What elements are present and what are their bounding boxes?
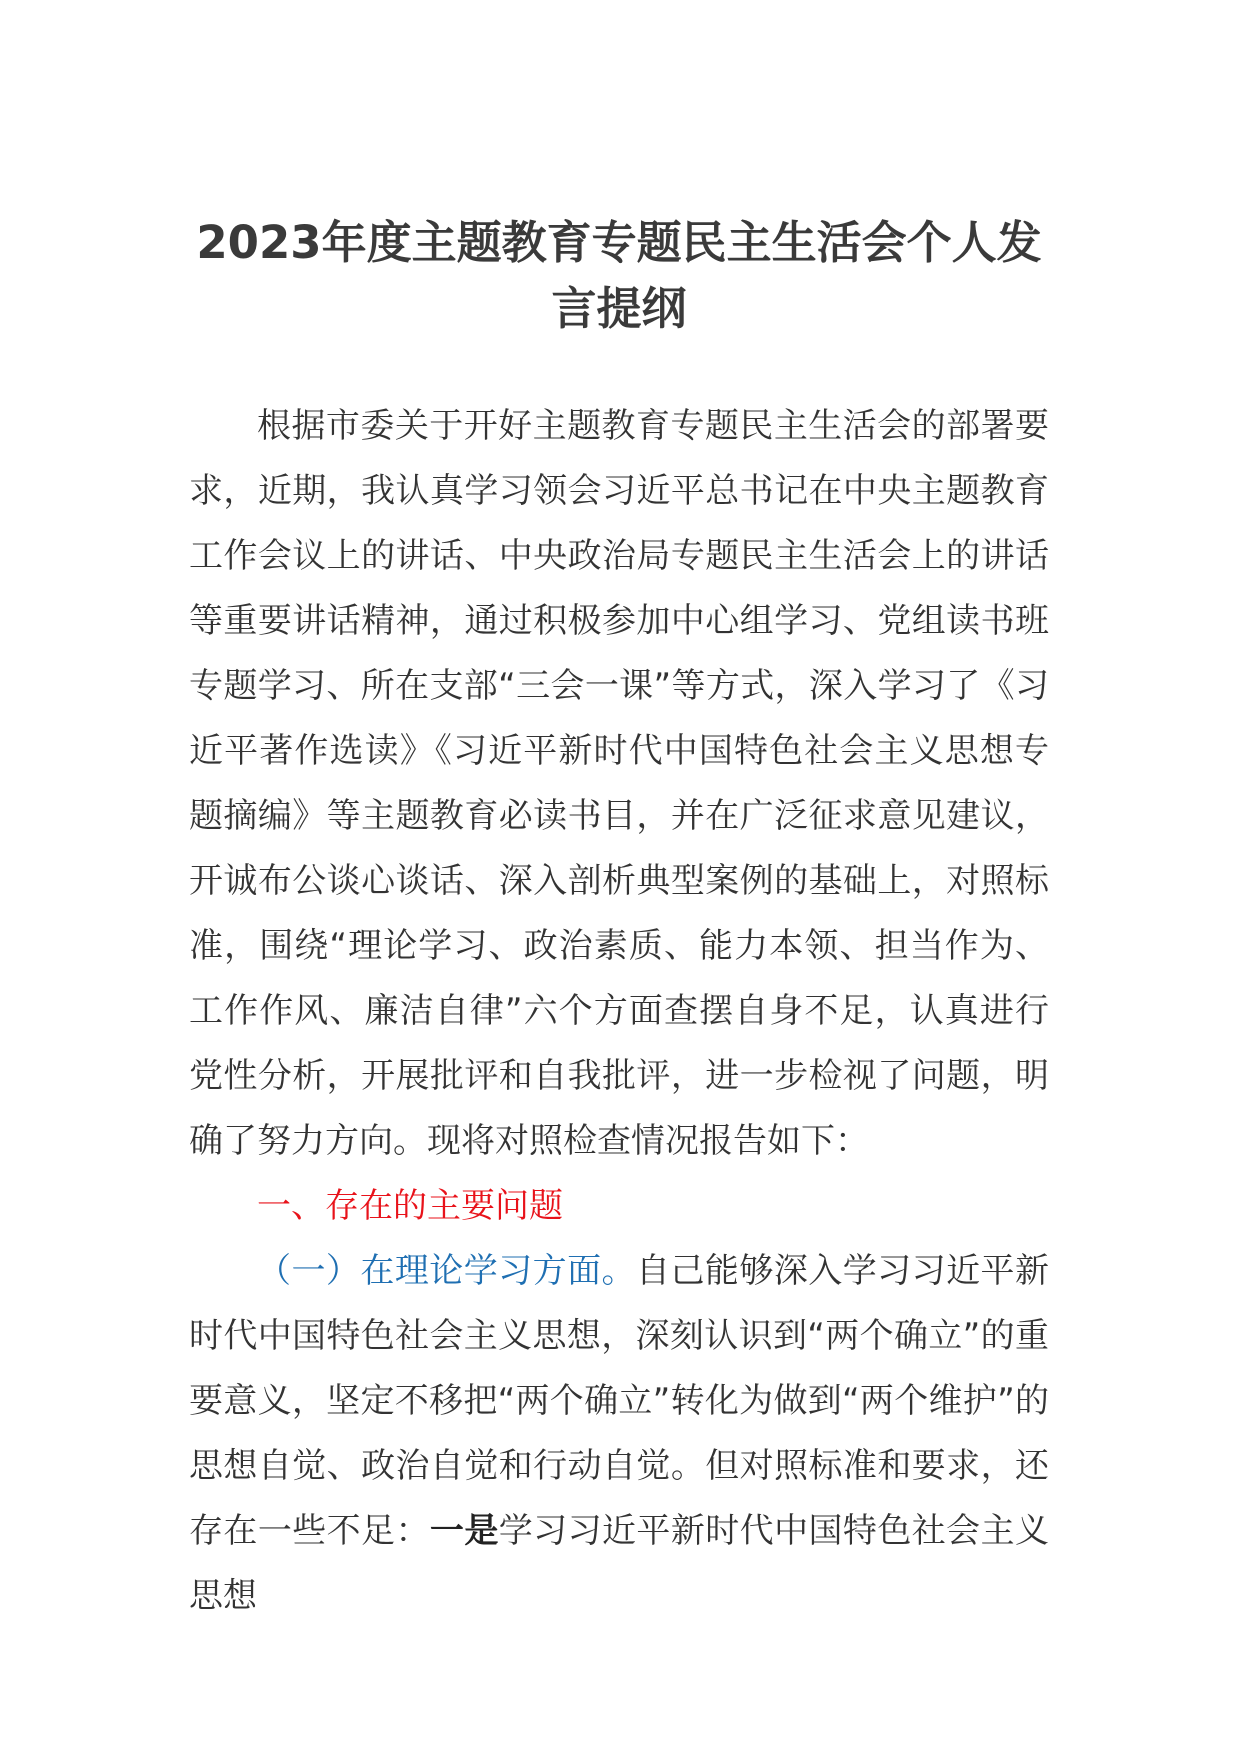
- intro-paragraph: 根据市委关于开好主题教育专题民主生活会的部署要求，近期，我认真学习领会习近平总书记在中央主题教育工作会议上的讲话、中央政治局专题民主生活会上的讲话等重要讲话精神，通过积极参加中心组学习、党组读书班专题学习、所在支部“三会一课”等方式，深入学习了《习近平著作选读》《习近平新时代中国特色社会主义思想专题摘编》等主题教育必读书目，并在广泛征求意见建议，开诚布公谈心谈话、深入剖析典型案例的基础上，对照标准，围绕“理论学习、政治素质、能力本领、担当作为、工作作风、廉洁自律”六个方面查摆自身不足，认真进行党性分析，开展批评和自我批评，进一步检视了问题，明确了努力方向。现将对照检查情况报告如下：: [189, 406, 1049, 1161]
- document-title: 2023年度主题教育专题民主生活会个人发言提纲: [196, 216, 1042, 335]
- section-heading: 一、存在的主要问题: [257, 1186, 563, 1226]
- subsection-heading: （一）在理论学习方面。: [257, 1251, 636, 1291]
- document-page: [189, 210, 1049, 1629]
- subsection-paragraph: [189, 1239, 1049, 1629]
- subsection-text: 自己能够深入学习习近平新时代中国特色社会主义思想，深刻认识到“两个确立”的重要意义，坚定不移把“两个确立”转化为做到“两个维护”的思想自觉、政治自觉和行动自觉。但对照标准和要求，还存在一些不足：: [189, 1251, 1049, 1551]
- bold-lead: 一是: [429, 1511, 499, 1551]
- subsection-text-continued: 学习习近平新时代中国特色社会主义思想: [189, 1511, 1050, 1616]
- document-body: [189, 394, 1049, 1629]
